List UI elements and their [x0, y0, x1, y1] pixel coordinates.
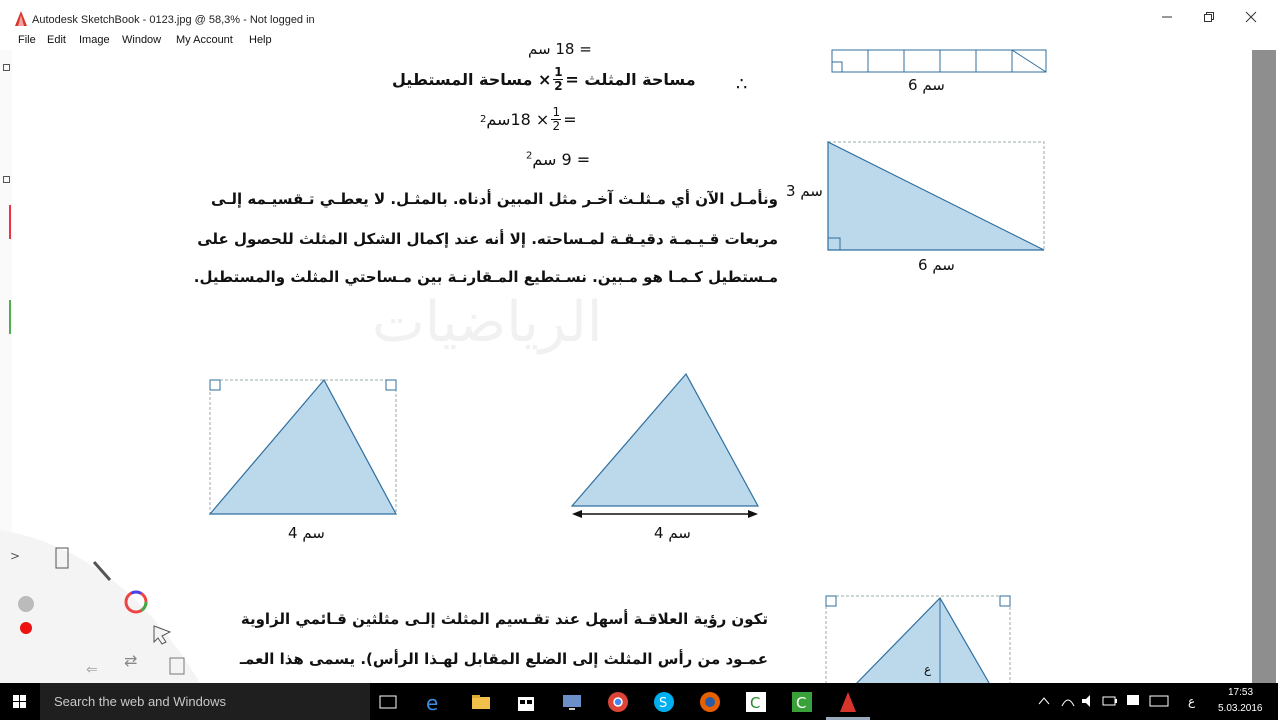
scrollbar-thumb[interactable]	[1252, 50, 1276, 683]
area-equation	[392, 66, 696, 93]
svg-text:⇐: ⇐	[86, 662, 98, 678]
store-icon[interactable]	[514, 690, 538, 714]
menu-bar	[0, 32, 1278, 50]
task-view-icon[interactable]	[376, 690, 400, 714]
windows-logo-icon	[0, 683, 40, 720]
volume-icon[interactable]	[1080, 694, 1096, 708]
undo-icon[interactable]	[86, 662, 98, 678]
watermark-text: الرياضيات	[372, 290, 603, 355]
toolbar-grip-icon[interactable]	[3, 64, 10, 71]
tray-chevron-up-icon[interactable]	[1036, 694, 1052, 708]
svg-text:C: C	[796, 694, 807, 712]
figure-right-triangle	[824, 138, 1050, 254]
close-icon[interactable]	[1240, 9, 1262, 31]
remote-desktop-icon[interactable]	[560, 690, 584, 714]
network-icon[interactable]	[1060, 694, 1076, 708]
skype-icon[interactable]	[652, 690, 676, 714]
active-app-indicator	[826, 717, 870, 720]
svg-text:C: C	[750, 694, 761, 712]
label-4cm-left: 4 سم	[288, 524, 325, 542]
area-eq-left: مساحة المثلث =	[565, 70, 696, 89]
fraction-half-2: $\frac{1}{2}$	[552, 105, 561, 133]
camtasia-icon[interactable]	[744, 690, 768, 714]
paragraph-2-line-2: عمـود من رأس المثلث إلى الضلع المقابل لهـذا الرأس). يسمى هذا العمـ	[239, 650, 768, 668]
label-3cm: 3 سم	[786, 182, 823, 200]
svg-text:>: >	[10, 549, 21, 563]
label-6cm-top: 6 سم	[908, 76, 945, 94]
menu-my-account[interactable]: My Account	[176, 34, 233, 46]
transform-tool-icon[interactable]	[124, 651, 137, 670]
paragraph-1-line-2: مربعات قـيـمـة دقيـقـة لمـساحته. إلا أنه عند إكمال الشكل المثلث للحصول على	[197, 230, 778, 248]
paragraph-1-line-3: مـستطيل كـمـا هو مـبين. نسـتطيع المـقارنـة بين مـساحتي المثلث والمستطيل.	[193, 268, 778, 286]
svg-text:e: e	[426, 691, 439, 715]
search-placeholder: Search the web and Windows	[54, 694, 226, 709]
battery-icon[interactable]	[1102, 694, 1118, 708]
label-6cm-mid: 6 سم	[918, 256, 955, 274]
menu-image[interactable]: Image	[79, 34, 110, 46]
action-center-icon[interactable]	[1125, 694, 1141, 708]
menu-window[interactable]: Window	[122, 34, 162, 46]
color-swatch-red[interactable]	[9, 205, 11, 239]
svg-text:⇄: ⇄	[124, 651, 138, 670]
top-equation: = 18 سم	[528, 40, 592, 58]
keyboard-icon[interactable]	[1150, 694, 1166, 708]
label-altitude: ع	[924, 662, 932, 676]
equation-line-3: = 9 سم$^2$	[526, 150, 591, 169]
title-bar	[0, 0, 1278, 32]
color-swatch-green[interactable]	[9, 300, 11, 334]
paragraph-1-line-1: ونأمـل الآن أي مـثلـث آخـر مثل المبين أدناه. بالمثـل. لا يعطـي تـقسيـمه إلـى	[211, 190, 778, 208]
label-4cm-right: 4 سم	[654, 524, 691, 542]
clock-time[interactable]: 17:53	[1228, 687, 1254, 698]
paragraph-2-line-1: تكون رؤية العلاقـة أسهل عند تقـسيم المثلث إلـى مثلثين قـائمي الزاوية	[240, 610, 768, 628]
restore-icon[interactable]	[1198, 9, 1220, 31]
figure-triangle-in-rectangle	[206, 376, 400, 518]
file-explorer-icon[interactable]	[469, 690, 493, 714]
sketchbook-taskbar-icon[interactable]	[836, 690, 860, 714]
fraction-half: $\frac{1}{2}$	[554, 65, 563, 93]
window-title: Autodesk SketchBook - 0123.jpg @ 58,3% - Not logged in	[32, 14, 315, 26]
menu-file[interactable]: File	[18, 34, 36, 46]
clock-date[interactable]: 5.03.2016	[1218, 703, 1263, 714]
lagoon-tool-menu	[0, 520, 200, 683]
camtasia-recorder-icon[interactable]	[790, 690, 814, 714]
figure-triangle-base	[568, 368, 764, 522]
menu-edit[interactable]: Edit	[47, 34, 66, 46]
chrome-icon[interactable]	[606, 690, 630, 714]
toolbar-grip-icon-2[interactable]	[3, 176, 10, 183]
figure-triangle-altitude	[822, 592, 1014, 683]
area-eq-right: × مساحة المستطيل	[392, 70, 552, 89]
svg-text:S: S	[659, 696, 668, 711]
start-button[interactable]	[0, 683, 40, 720]
taskbar-search-box[interactable]	[40, 683, 370, 720]
menu-help[interactable]: Help	[249, 34, 272, 46]
windows-taskbar	[0, 683, 1278, 720]
color-red-dot-icon[interactable]	[20, 622, 32, 634]
edge-icon[interactable]	[423, 690, 447, 714]
input-language[interactable]: ع	[1188, 694, 1196, 708]
equation-line-2: = $\frac{1}{2}$ × 18سم 2	[480, 105, 577, 133]
therefore-symbol: ∴	[736, 74, 748, 95]
minimize-icon[interactable]	[1156, 9, 1178, 31]
firefox-icon[interactable]	[698, 690, 722, 714]
brush-size-icon[interactable]	[18, 596, 34, 612]
sketchbook-app-icon	[14, 11, 28, 27]
